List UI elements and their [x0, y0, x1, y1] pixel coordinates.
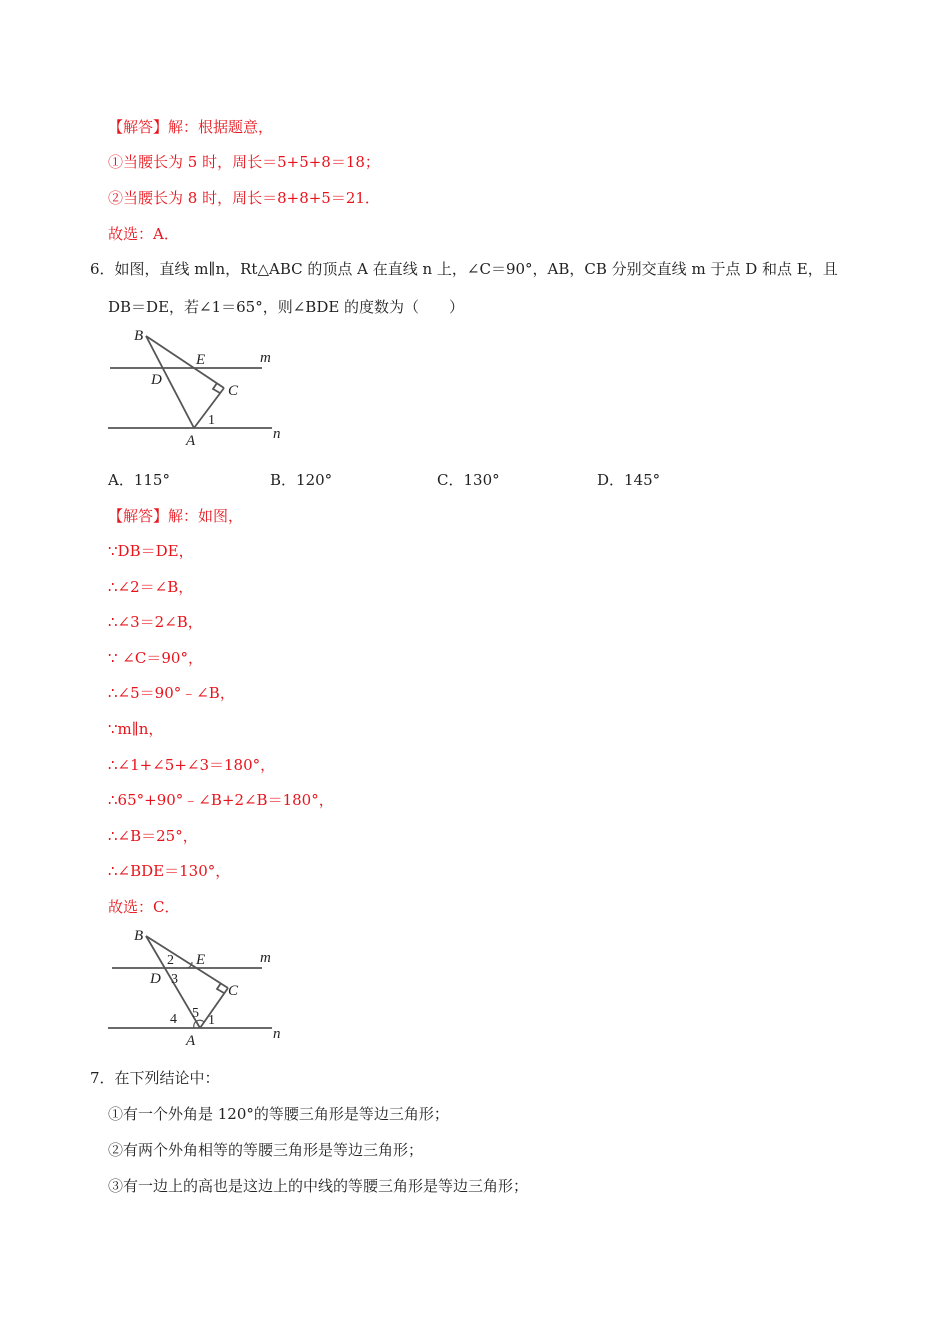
fig2-label-m: m — [260, 950, 271, 966]
answer6-step-10: ∴∠BDE＝130°， — [108, 862, 231, 880]
fig2-label-A: A — [186, 1033, 196, 1049]
question7-item-3: ③有一边上的高也是这边上的中线的等腰三角形是等边三角形； — [108, 1177, 529, 1195]
fig1-label-D: D — [151, 372, 162, 388]
fig2-label-B: B — [134, 928, 144, 944]
question7-intro: 7．在下列结论中： — [90, 1069, 220, 1087]
fig2-label-D: D — [150, 971, 161, 987]
question6-stem-line2: DB＝DE，若∠1＝65°，则∠BDE 的度数为（ ） — [108, 298, 465, 316]
fig1-label-C: C — [228, 383, 239, 399]
answer6-step-8: ∴65°+90°﹣∠B+2∠B＝180°， — [108, 791, 334, 809]
fig2-label-4: 4 — [170, 1012, 177, 1027]
answer6-step-4: ∵ ∠C＝90°， — [108, 649, 203, 667]
option-b: B．120° — [270, 471, 333, 489]
fig1-label-A: A — [186, 433, 196, 449]
answer5-choice: 故选：A． — [108, 225, 179, 243]
fig2-label-E: E — [196, 952, 206, 968]
fig1-label-B: B — [134, 328, 144, 344]
answer6-choice: 故选：C． — [108, 898, 180, 916]
fig1-label-1: 1 — [208, 413, 215, 428]
answer6-header: 【解答】解：如图， — [108, 507, 244, 525]
question6-figure — [100, 322, 300, 450]
option-c: C．130° — [437, 471, 500, 489]
question7-item-2: ②有两个外角相等的等腰三角形是等边三角形； — [108, 1141, 424, 1159]
option-d: D．145° — [597, 471, 661, 489]
fig2-label-n: n — [273, 1026, 281, 1042]
answer6-step-9: ∴∠B＝25°， — [108, 827, 198, 845]
fig2-label-1: 1 — [208, 1013, 215, 1028]
fig1-label-E: E — [196, 352, 206, 368]
answer6-figure — [100, 922, 300, 1050]
fig2-label-5: 5 — [192, 1006, 199, 1021]
option-a: A．115° — [108, 471, 170, 489]
question7-item-1: ①有一个外角是 120°的等腰三角形是等边三角形； — [108, 1105, 449, 1123]
answer6-step-7: ∴∠1+∠5+∠3＝180°， — [108, 756, 276, 774]
answer6-step-3: ∴∠3＝2∠B， — [108, 613, 203, 631]
answer6-step-5: ∴∠5＝90°﹣∠B， — [108, 684, 235, 702]
answer6-step-6: ∵m∥n， — [108, 720, 164, 738]
question6-stem-line1: 6．如图，直线 m∥n，Rt△ABC 的顶点 A 在直线 n 上，∠C＝90°，AB，CB 分别交直线 m 于点 D 和点 E，且 — [90, 260, 838, 278]
fig1-label-n: n — [273, 426, 281, 442]
answer5-case1: ①当腰长为 5 时，周长＝5+5+8＝18； — [108, 153, 380, 171]
fig2-label-2: 2 — [167, 953, 174, 968]
fig2-label-C: C — [228, 983, 239, 999]
fig1-label-m: m — [260, 350, 271, 366]
answer6-step-2: ∴∠2＝∠B， — [108, 578, 194, 596]
fig2-label-3: 3 — [171, 972, 178, 987]
answer6-step-1: ∵DB＝DE， — [108, 542, 194, 560]
answer5-case2: ②当腰长为 8 时，周长＝8+8+5＝21． — [108, 189, 380, 207]
answer5-header: 【解答】解：根据题意， — [108, 118, 274, 136]
